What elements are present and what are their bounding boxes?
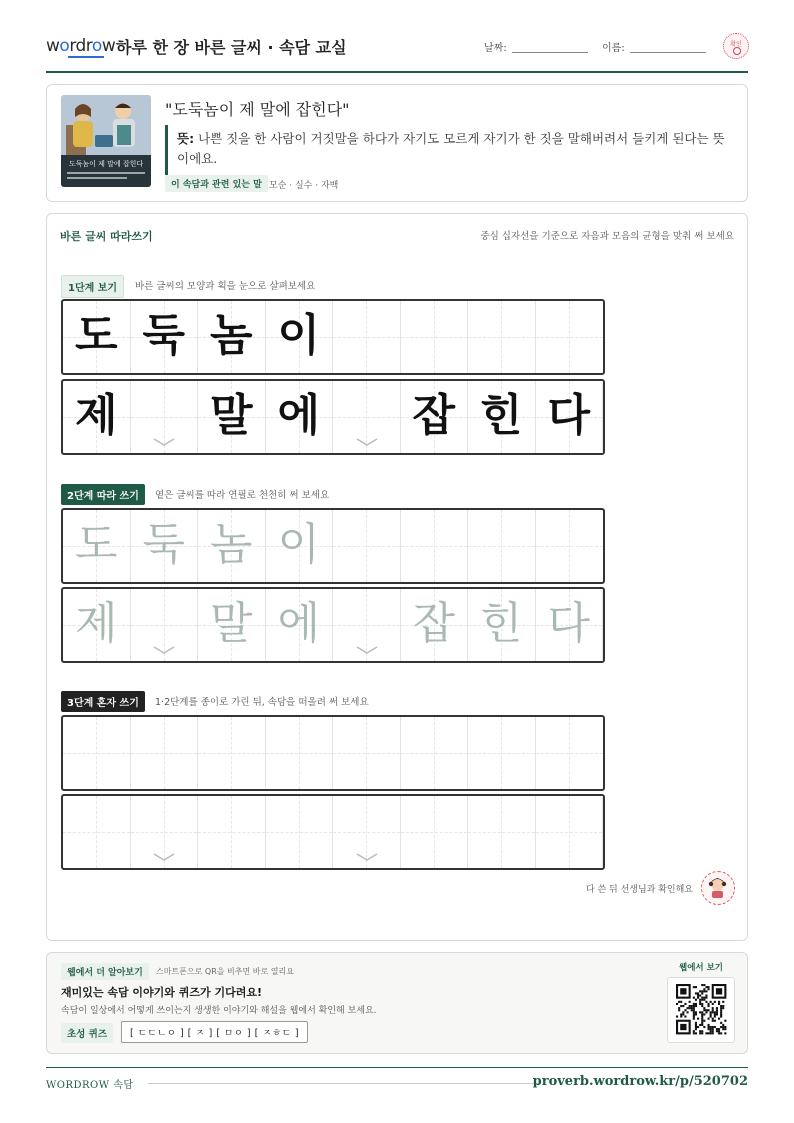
grid-char: 놈 bbox=[209, 519, 253, 570]
grid-char: 이 bbox=[277, 310, 320, 361]
grid-cell bbox=[198, 301, 266, 373]
date-label: 날짜: bbox=[484, 43, 507, 54]
grid-cell bbox=[131, 301, 199, 373]
grid-char: 다 bbox=[547, 598, 590, 649]
grid-char: 에 bbox=[277, 390, 320, 441]
proverb-title: "도둑놈이 제 말에 잡힌다" bbox=[165, 100, 350, 119]
step3-row-1[interactable] bbox=[61, 715, 605, 791]
grid-cell[interactable] bbox=[198, 796, 266, 868]
grid-cell[interactable] bbox=[198, 589, 266, 661]
date-field[interactable] bbox=[512, 52, 588, 53]
proverb-illustration bbox=[61, 95, 151, 187]
step2-desc: 옅은 글씨를 따라 연필로 천천히 써 보세요 bbox=[155, 490, 330, 501]
spacing-mark-icon bbox=[356, 645, 378, 655]
spacing-mark-icon bbox=[153, 852, 175, 862]
step1-desc: 바른 글씨의 모양과 획을 눈으로 살펴보세요 bbox=[135, 281, 316, 292]
grid-char: 놈 bbox=[209, 310, 253, 361]
grid-cell bbox=[468, 381, 536, 453]
step1-row-2 bbox=[61, 379, 605, 455]
practice-title: 바른 글씨 따라쓰기 bbox=[60, 230, 153, 243]
grid-cell[interactable] bbox=[333, 510, 401, 582]
grid-char: 도 bbox=[74, 519, 118, 570]
grid-cell[interactable] bbox=[536, 589, 604, 661]
footer-divider bbox=[46, 1067, 748, 1068]
grid-cell bbox=[266, 381, 334, 453]
grid-cell[interactable] bbox=[536, 796, 604, 868]
web-hint: 스마트폰으로 QR을 비추면 바로 열리요 bbox=[156, 967, 294, 976]
step3-desc: 1·2단계를 종이로 가린 뒤, 속담을 떠올려 써 보세요 bbox=[155, 697, 369, 708]
grid-char: 제 bbox=[74, 390, 118, 441]
step1-tag: 1단계 보기 bbox=[61, 275, 124, 298]
grid-cell[interactable] bbox=[468, 717, 536, 789]
step3-row-2[interactable] bbox=[61, 794, 605, 870]
spacing-mark-icon bbox=[153, 437, 175, 447]
grid-char: 힌 bbox=[479, 390, 523, 441]
grid-cell bbox=[401, 301, 469, 373]
grid-cell[interactable] bbox=[468, 510, 536, 582]
grid-cell[interactable] bbox=[266, 796, 334, 868]
related-words-label: 이 속담과 관련 있는 말 bbox=[165, 175, 268, 192]
grid-cell bbox=[536, 301, 604, 373]
grid-cell bbox=[333, 301, 401, 373]
grid-cell bbox=[536, 381, 604, 453]
spacing-mark-icon bbox=[356, 852, 378, 862]
practice-hint: 중심 십자선을 기준으로 자음과 모음의 균형을 맞춰 써 보세요 bbox=[480, 231, 734, 242]
done-text: 다 쓴 뒤 선생님과 확인해요 bbox=[585, 885, 693, 895]
spacing-mark-icon bbox=[356, 437, 378, 447]
grid-char: 잡 bbox=[412, 390, 455, 441]
wordrow-logo[interactable]: wordrow bbox=[46, 36, 116, 56]
grid-char: 에 bbox=[277, 598, 320, 649]
step1-row-1 bbox=[61, 299, 605, 375]
grid-cell[interactable] bbox=[198, 717, 266, 789]
qr-label: 웹에서 보기 bbox=[679, 963, 724, 973]
teacher-stamp-icon bbox=[701, 871, 735, 905]
grid-cell[interactable] bbox=[536, 510, 604, 582]
web-more-tag: 웹에서 더 알아보기 bbox=[61, 963, 149, 980]
related-words: 모순 · 실수 · 자백 bbox=[269, 181, 339, 191]
footer-brand: WORDROW 속담 bbox=[46, 1080, 134, 1091]
grid-cell[interactable] bbox=[401, 796, 469, 868]
grid-cell bbox=[63, 381, 131, 453]
step2-row-2[interactable] bbox=[61, 587, 605, 663]
grid-cell[interactable] bbox=[536, 717, 604, 789]
grid-char: 다 bbox=[547, 390, 590, 441]
step2-tag: 2단계 따라 쓰기 bbox=[61, 484, 145, 505]
grid-char: 이 bbox=[277, 519, 320, 570]
grid-cell bbox=[266, 301, 334, 373]
name-label: 이름: bbox=[602, 43, 625, 54]
footer-url-link[interactable]: proverb.wordrow.kr/p/520702 bbox=[532, 1074, 748, 1089]
grid-cell bbox=[468, 301, 536, 373]
chosung-quiz: [ ㄷㄷㄴㅇ ] [ ㅈ ] [ ㅁㅇ ] [ ㅈㅎㄷ ] bbox=[121, 1021, 308, 1043]
grid-cell[interactable] bbox=[63, 717, 131, 789]
grid-char: 말 bbox=[209, 598, 253, 649]
stamp-text: 확인 bbox=[730, 41, 742, 48]
meaning-text: 나쁜 짓을 한 사람이 거짓말을 하다가 자기도 모르게 자기가 한 짓을 말해버려서 들키게 된다는 뜻이에요. bbox=[177, 131, 725, 166]
page-header bbox=[46, 30, 748, 73]
qr-code-icon[interactable] bbox=[667, 977, 735, 1043]
meaning-label: 뜻: bbox=[177, 131, 195, 146]
spacing-mark-icon bbox=[153, 645, 175, 655]
grid-cell bbox=[401, 381, 469, 453]
grid-cell[interactable] bbox=[333, 717, 401, 789]
quiz-label: 초성 퀴즈 bbox=[61, 1023, 113, 1043]
meaning-accent-bar bbox=[165, 125, 168, 175]
handwriting-practice bbox=[46, 213, 748, 941]
grid-char: 도 bbox=[74, 310, 118, 361]
name-field[interactable] bbox=[630, 52, 706, 53]
grid-cell[interactable] bbox=[468, 589, 536, 661]
grid-cell[interactable] bbox=[63, 510, 131, 582]
proverb-card bbox=[46, 84, 748, 202]
proverb-meaning bbox=[177, 129, 727, 169]
grid-cell[interactable] bbox=[198, 510, 266, 582]
web-headline: 재미있는 속담 이야기와 퀴즈가 기다려요! bbox=[61, 986, 262, 999]
footer-separator bbox=[148, 1083, 538, 1084]
grid-cell[interactable] bbox=[266, 510, 334, 582]
grid-cell bbox=[198, 381, 266, 453]
grid-cell[interactable] bbox=[266, 717, 334, 789]
page-title: 하루 한 장 바른 글씨 · 속담 교실 bbox=[116, 38, 347, 57]
web-promo-card bbox=[46, 952, 748, 1054]
grid-cell[interactable] bbox=[131, 510, 199, 582]
grid-char: 둑 bbox=[142, 310, 185, 361]
grid-cell[interactable] bbox=[468, 796, 536, 868]
step2-row-1[interactable] bbox=[61, 508, 605, 584]
grid-char: 말 bbox=[209, 390, 253, 441]
grid-char: 힌 bbox=[479, 598, 523, 649]
check-stamp-icon bbox=[723, 33, 749, 59]
grid-char: 둑 bbox=[142, 519, 185, 570]
grid-cell[interactable] bbox=[63, 796, 131, 868]
thumbnail-caption: 도둑놈이 제 말에 잡힌다 bbox=[68, 160, 144, 168]
grid-cell[interactable] bbox=[401, 510, 469, 582]
web-desc: 속담이 일상에서 어떻게 쓰이는지 생생한 이야기와 해설을 웹에서 확인해 보세요. bbox=[61, 1006, 377, 1016]
grid-cell[interactable] bbox=[401, 717, 469, 789]
grid-char: 잡 bbox=[412, 598, 455, 649]
step3-tag: 3단계 혼자 쓰기 bbox=[61, 691, 145, 712]
grid-char: 제 bbox=[74, 598, 118, 649]
grid-cell[interactable] bbox=[266, 589, 334, 661]
logo-accent-line bbox=[68, 56, 104, 58]
grid-cell[interactable] bbox=[63, 589, 131, 661]
grid-cell bbox=[63, 301, 131, 373]
grid-cell[interactable] bbox=[401, 589, 469, 661]
grid-cell[interactable] bbox=[131, 717, 199, 789]
